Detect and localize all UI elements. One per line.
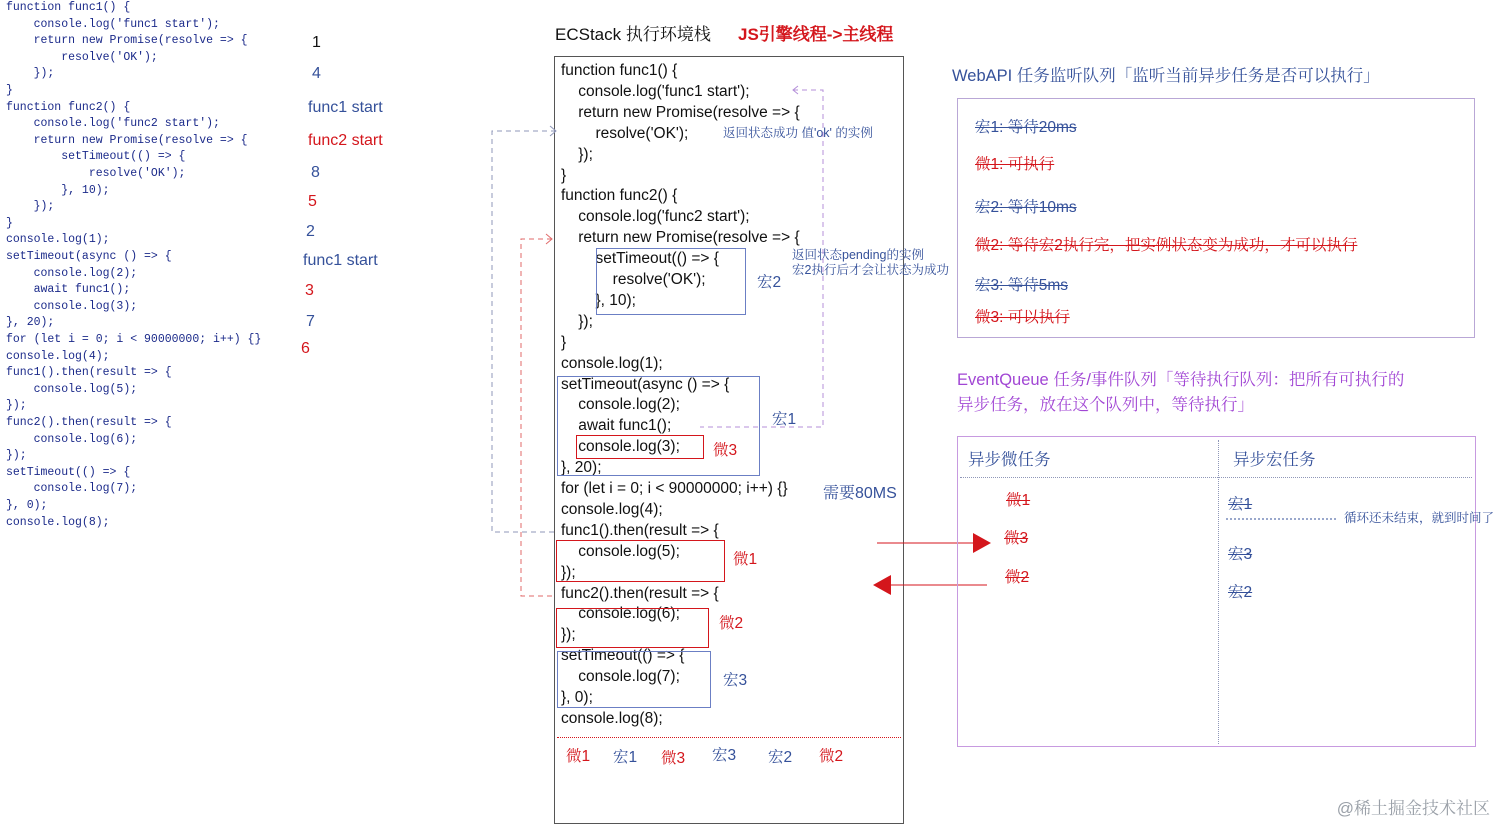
code-line: }); — [6, 67, 55, 81]
order-4: 宏3 — [712, 747, 737, 764]
code-line: return new Promise(resolve => { — [6, 34, 248, 48]
code-line: func2().then(result => { — [6, 416, 172, 429]
output-3: func1 start — [308, 99, 383, 116]
label-macro3: 宏3 — [723, 672, 748, 689]
stack-code-line: }, 20); — [561, 459, 602, 477]
stack-code-line: console.log(6); — [561, 605, 680, 623]
macro-task-header: 异步宏任务 — [1233, 451, 1316, 469]
stack-code-line: console.log(8); — [561, 709, 663, 727]
note-pending-1: 返回状态pending的实例 — [792, 248, 924, 262]
code-line: console.log(4); — [6, 349, 110, 363]
code-line: resolve('OK'); — [6, 50, 158, 64]
stack-code-line: }, 0); — [561, 689, 593, 706]
code-line: console.log(8); — [6, 515, 110, 529]
note-resolved: 返回状态成功 值'ok' 的实例 — [723, 126, 873, 140]
queue-macro-2: 宏3 — [1228, 546, 1253, 563]
stack-code-line: func1().then(result => { — [561, 521, 719, 539]
output-7: 2 — [306, 223, 315, 240]
stack-code-line: console.log('func2 start'); — [561, 208, 750, 226]
stack-code-line: } — [561, 333, 567, 351]
webapi-item-micro1: 微1: 可执行 — [975, 156, 1055, 173]
stack-code-line: setTimeout(() => { — [561, 647, 685, 665]
stack-code-line: for (let i = 0; i < 90000000; i++) {} — [561, 480, 788, 497]
webapi-item-macro2: 宏2: 等待10ms — [975, 199, 1077, 216]
micro-task-header: 异步微任务 — [968, 451, 1051, 469]
stack-code-line: func2().then(result => { — [561, 584, 719, 602]
code-line: function func2() { — [6, 100, 131, 114]
eventqueue-title-line1: EventQueue 任务/事件队列「等待执行队列：把所有可执行的 — [957, 371, 1405, 389]
stack-code-line: console.log(4); — [561, 500, 663, 518]
code-line: setTimeout(() => { — [6, 465, 131, 479]
main-thread-title: JS引擎线程->主线程 — [738, 25, 894, 44]
output-9: 3 — [305, 282, 314, 299]
webapi-title: WebAPI 任务监听队列「监听当前异步任务是否可以执行」 — [952, 67, 1380, 85]
code-line: console.log(7); — [6, 482, 138, 496]
webapi-item-micro3: 微3: 可以执行 — [975, 309, 1070, 326]
code-line: console.log(1); — [6, 233, 110, 247]
label-micro1: 微1 — [733, 551, 758, 568]
code-line: console.log(2); — [6, 266, 138, 280]
output-10: 7 — [306, 313, 315, 330]
stack-code-line: return new Promise(resolve => { — [561, 103, 800, 121]
queue-micro-2: 微3 — [1004, 530, 1029, 547]
stack-code-line: }); — [561, 626, 576, 644]
code-line: console.log(5); — [6, 382, 138, 396]
eventqueue-panel — [957, 436, 1476, 747]
order-5: 宏2 — [768, 749, 793, 766]
order-2: 宏1 — [613, 749, 638, 766]
stack-code-line: function func2() { — [561, 187, 678, 205]
queue-micro-1: 微1 — [1006, 492, 1031, 509]
output-4: func2 start — [308, 132, 383, 149]
eventqueue-column-divider — [1218, 440, 1219, 744]
webapi-item-macro3: 宏3: 等待5ms — [975, 277, 1069, 294]
output-5: 8 — [311, 164, 320, 181]
output-2: 4 — [312, 65, 321, 82]
stack-code-line: } — [561, 166, 567, 184]
label-micro3: 微3 — [713, 442, 738, 459]
func1-link-line — [700, 90, 823, 427]
queue-micro-3: 微2 — [1005, 569, 1030, 586]
code-line: }, 20); — [6, 316, 55, 330]
output-11: 6 — [301, 340, 310, 357]
code-line: func1().then(result => { — [6, 366, 172, 380]
code-line: function func1() { — [6, 1, 131, 14]
code-line: return new Promise(resolve => { — [6, 133, 248, 147]
label-macro1: 宏1 — [772, 411, 797, 428]
label-micro2: 微2 — [719, 615, 744, 632]
code-line: }); — [6, 449, 27, 463]
output-6: 5 — [308, 193, 317, 210]
order-1: 微1 — [566, 748, 591, 765]
code-line: resolve('OK'); — [6, 167, 186, 180]
code-line: await func1(); — [6, 283, 131, 297]
watermark: @稀土掘金技术社区 — [1336, 799, 1490, 818]
label-macro2: 宏2 — [757, 274, 782, 291]
code-line: } — [6, 84, 13, 97]
stack-code-line: console.log(1); — [561, 354, 663, 372]
queue-macro-1: 宏1 — [1228, 496, 1253, 513]
code-line: setTimeout(() => { — [6, 150, 186, 164]
stack-code-line: setTimeout(() => { — [561, 250, 719, 268]
stack-code-line: }, 10); — [561, 291, 636, 309]
code-line: console.log(6); — [6, 432, 138, 446]
eventqueue-title-line2: 异步任务，放在这个队列中，等待执行」 — [957, 396, 1254, 414]
code-line: setTimeout(async () => { — [6, 250, 172, 263]
stack-code-line: resolve('OK'); — [561, 124, 689, 142]
code-line: } — [6, 216, 13, 230]
output-8: func1 start — [303, 252, 378, 269]
stack-code-line: }); — [561, 312, 593, 330]
code-line: }, 10); — [6, 183, 110, 197]
ecstack-title: ECStack 执行环境栈 — [555, 25, 711, 44]
stack-code-line: console.log('func1 start'); — [561, 82, 750, 100]
webapi-item-macro1: 宏1: 等待20ms — [975, 119, 1077, 136]
code-line: for (let i = 0; i < 90000000; i++) {} — [6, 333, 262, 346]
code-line: console.log('func1 start'); — [6, 17, 220, 31]
stack-code-line: resolve('OK'); — [561, 271, 706, 288]
stack-code-line: console.log(3); — [561, 438, 680, 456]
func1-then-link — [492, 131, 556, 532]
stack-code-line: function func1() { — [561, 62, 678, 79]
order-3: 微3 — [661, 750, 686, 767]
arrow-from-queue-head — [873, 575, 891, 595]
stack-code-line: }); — [561, 145, 593, 163]
stack-code-line: }); — [561, 563, 576, 581]
code-line: console.log(3); — [6, 299, 138, 313]
label-80ms: 需要80MS — [823, 485, 897, 502]
stack-code-line: await func1(); — [561, 417, 672, 435]
eventqueue-header-divider — [960, 477, 1472, 478]
stack-code-line: return new Promise(resolve => { — [561, 229, 800, 247]
stack-code-line: console.log(2); — [561, 396, 680, 414]
order-6: 微2 — [819, 748, 844, 765]
stack-code-line: console.log(5); — [561, 542, 680, 560]
note-pending-2: 宏2执行后才会让状态为成功 — [792, 263, 949, 277]
code-line: }); — [6, 399, 27, 413]
output-1: 1 — [312, 34, 321, 51]
stack-code-line: console.log(7); — [561, 668, 680, 686]
func2-then-link — [521, 239, 556, 596]
stack-code-line: setTimeout(async () => { — [561, 375, 730, 393]
webapi-item-micro2: 微2: 等待宏2执行完，把实例状态变为成功，才可以执行 — [975, 237, 1358, 254]
macro1-timing-note: 循环还未结束，就到时间了 — [1344, 511, 1495, 525]
code-line: }, 0); — [6, 499, 48, 512]
code-line: }); — [6, 200, 55, 214]
code-line: console.log('func2 start'); — [6, 117, 220, 131]
queue-macro-3: 宏2 — [1228, 584, 1253, 601]
